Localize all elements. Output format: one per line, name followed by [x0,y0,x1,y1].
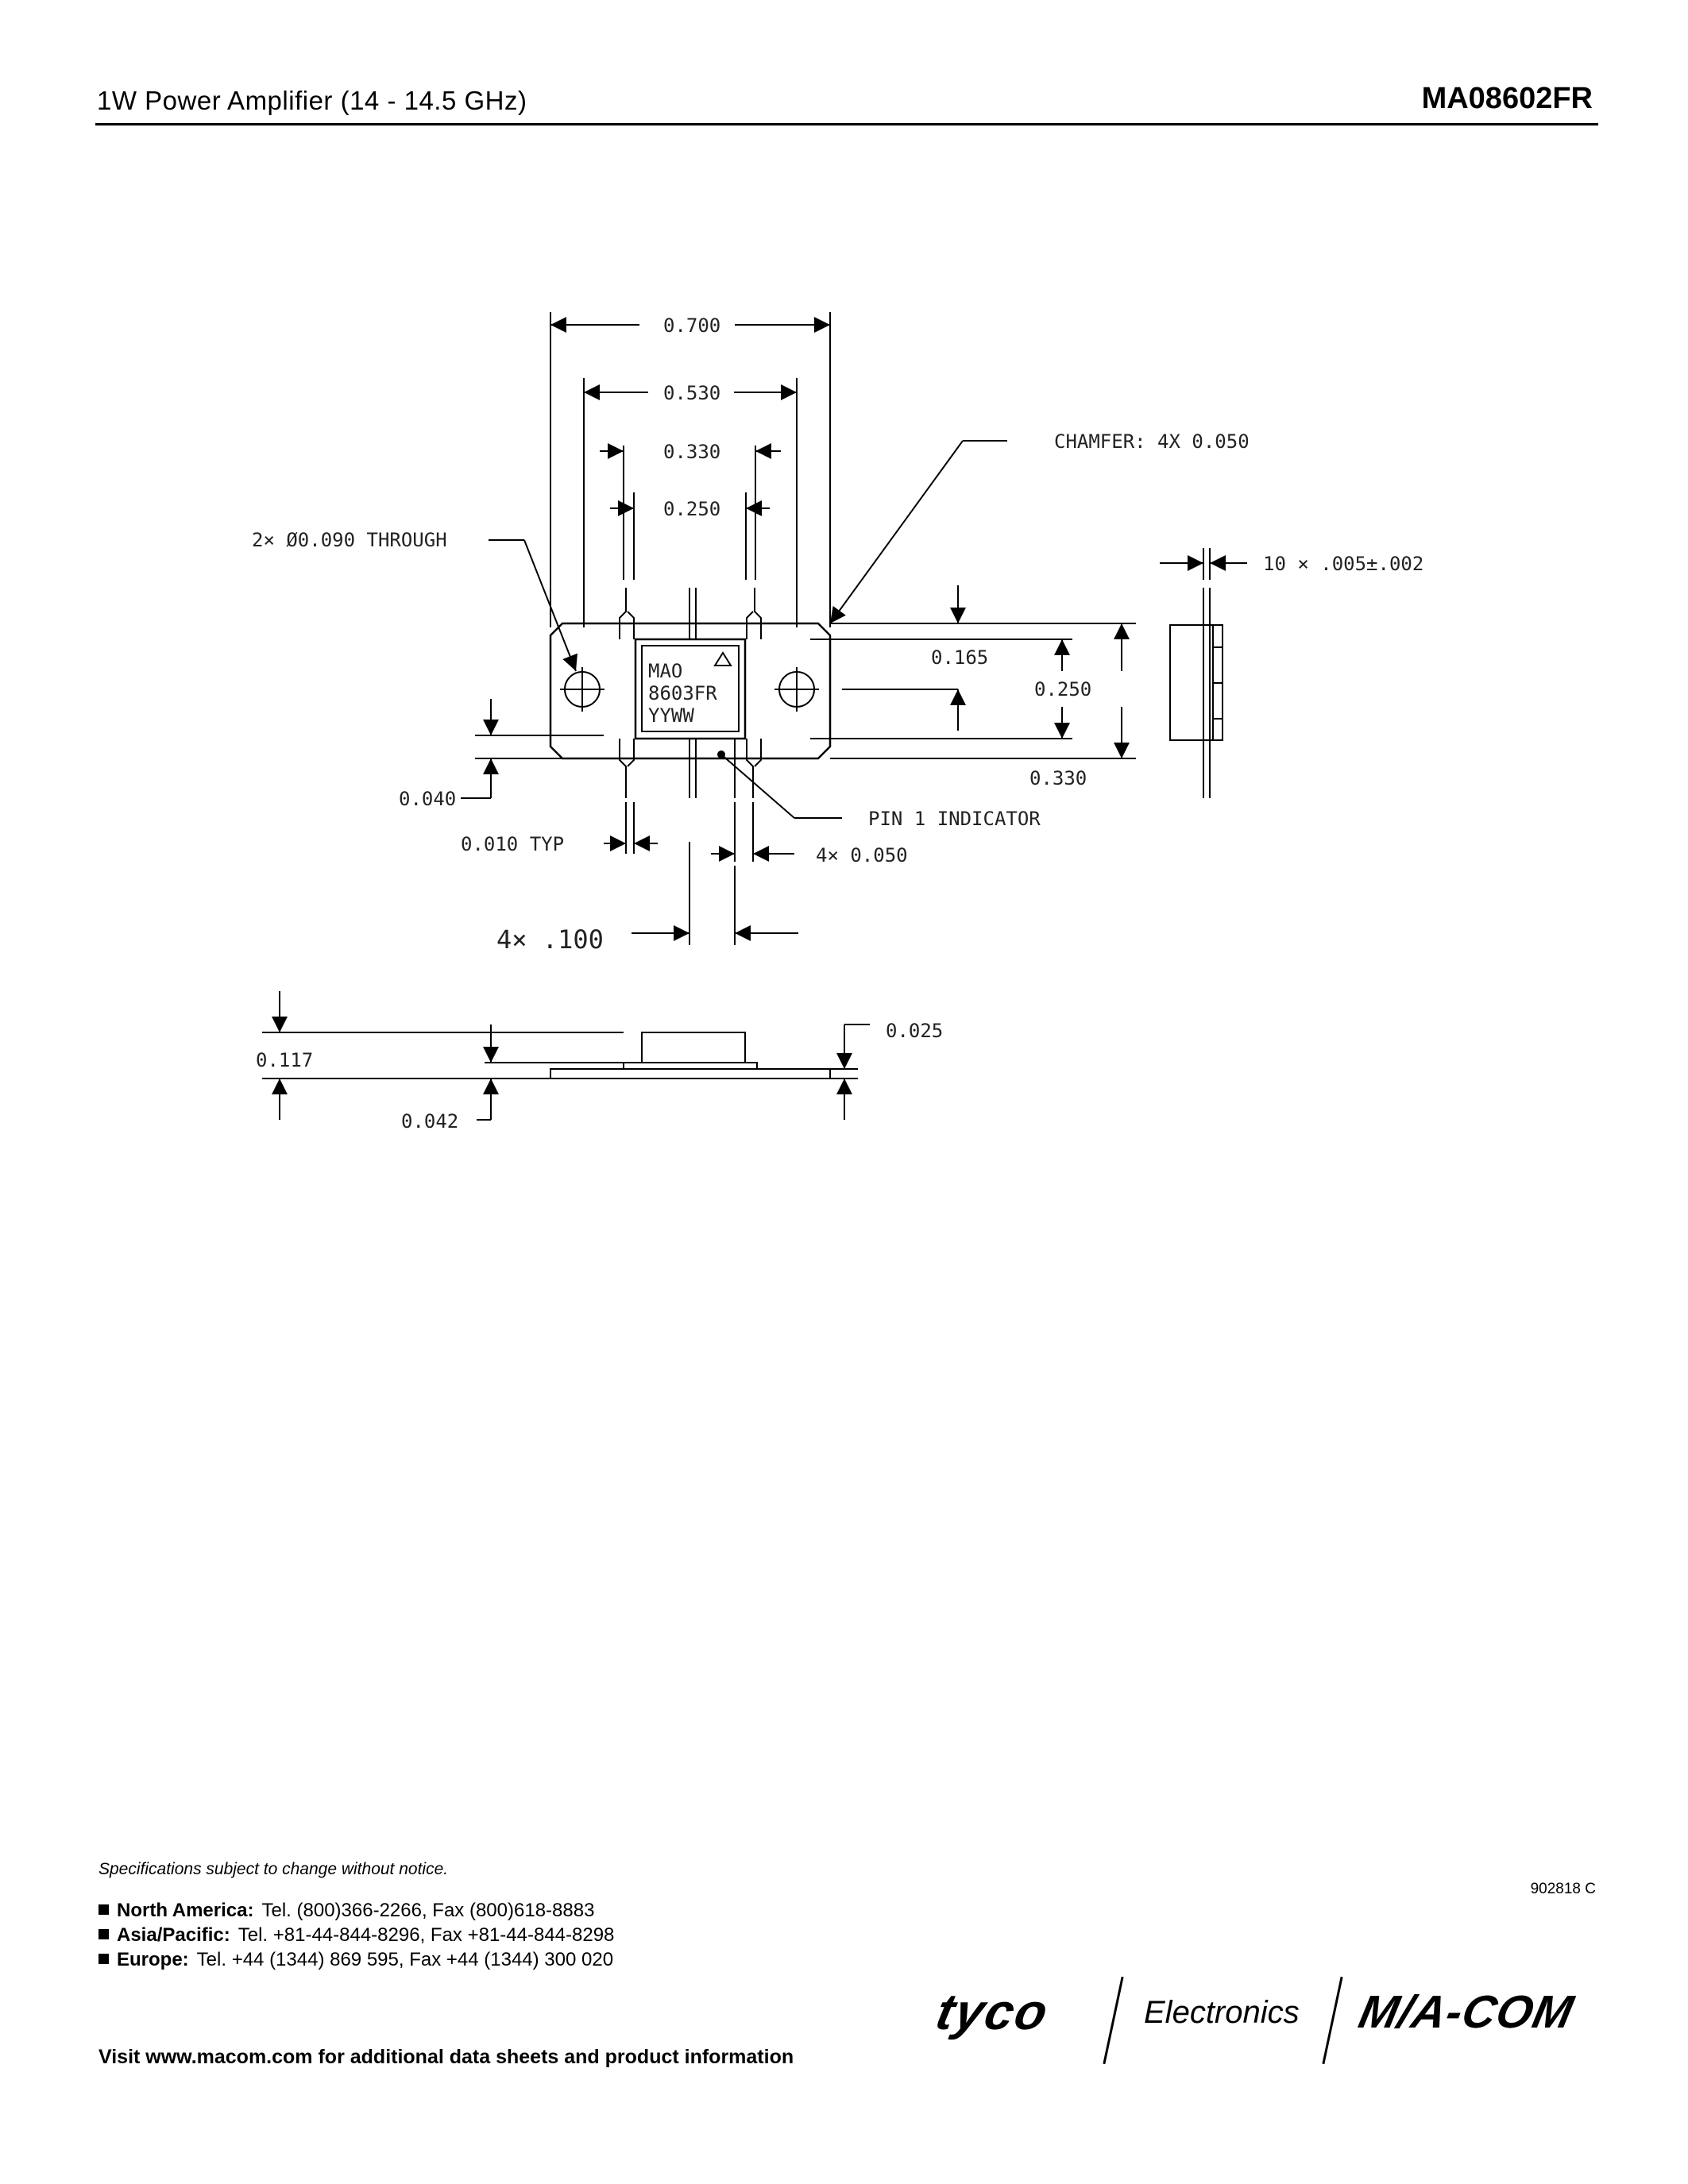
contact-europe: Europe: Tel. +44 (1344) 869 595, Fax +44 (1344) 300 020 [98,1947,614,1972]
visit-website-line: Visit www.macom.com for additional data sheets and product information [98,2046,794,2068]
holes-callout: 2× Ø0.090 THROUGH [252,529,447,551]
dim-0042-label: 0.042 [401,1110,459,1133]
pin1-indicator-label: PIN 1 INDICATOR [868,808,1041,830]
dim-0250-top-label: 0.250 [663,498,721,520]
logo-divider [1322,1977,1342,2064]
part-number: MA08602FR [1421,82,1593,115]
document-number: 902818 C [1530,1881,1596,1897]
dim-0530-label: 0.530 [663,382,721,404]
dim-0040-label: 0.040 [399,788,457,810]
dim-0330-top-label: 0.330 [663,441,721,463]
dim-0025-label: 0.025 [886,1020,944,1042]
dim-0165-label: 0.165 [931,646,989,669]
bullet-square-icon [98,1954,109,1964]
tyco-macom-logo [931,1976,1595,2063]
bullet-square-icon [98,1904,109,1915]
device-marking-line3: YYWW [648,704,694,727]
logo-macom-wordmark: M/A-COM [1354,1986,1578,2038]
document-title: 1W Power Amplifier (14 - 14.5 GHz) [97,86,527,115]
dim-0250-right-label: 0.250 [1034,678,1092,700]
dim-0117-label: 0.117 [256,1049,314,1071]
dim-0700-label: 0.700 [663,314,721,337]
device-marking-line2: 8603FR [648,682,717,704]
lead-thickness-callout: 10 × .005±.002 [1263,553,1424,575]
spec-change-note: Specifications subject to change without notice. [98,1860,449,1878]
contact-asia-pacific: Asia/Pacific: Tel. +81-44-844-8296, Fax +81-44-844-8298 [98,1923,614,1947]
device-marking-line1: MAO [648,660,683,682]
lead-width-label: 0.010 TYP [461,833,565,855]
logo-tyco-wordmark: tyco [931,1983,1055,2040]
logo-electronics-wordmark: Electronics [1144,1995,1300,2030]
chamfer-callout: CHAMFER: 4X 0.050 [1054,430,1250,453]
logo-divider [1103,1977,1123,2064]
lead-gap-label: 4× 0.050 [816,844,908,866]
contact-list [98,1898,614,1972]
bullet-square-icon [98,1929,109,1939]
dim-0330-right-label: 0.330 [1029,767,1087,789]
contact-north-america: North America: Tel. (800)366-2266, Fax (800)618-8883 [98,1898,614,1923]
lead-pitch-label: 4× .100 [496,924,604,955]
